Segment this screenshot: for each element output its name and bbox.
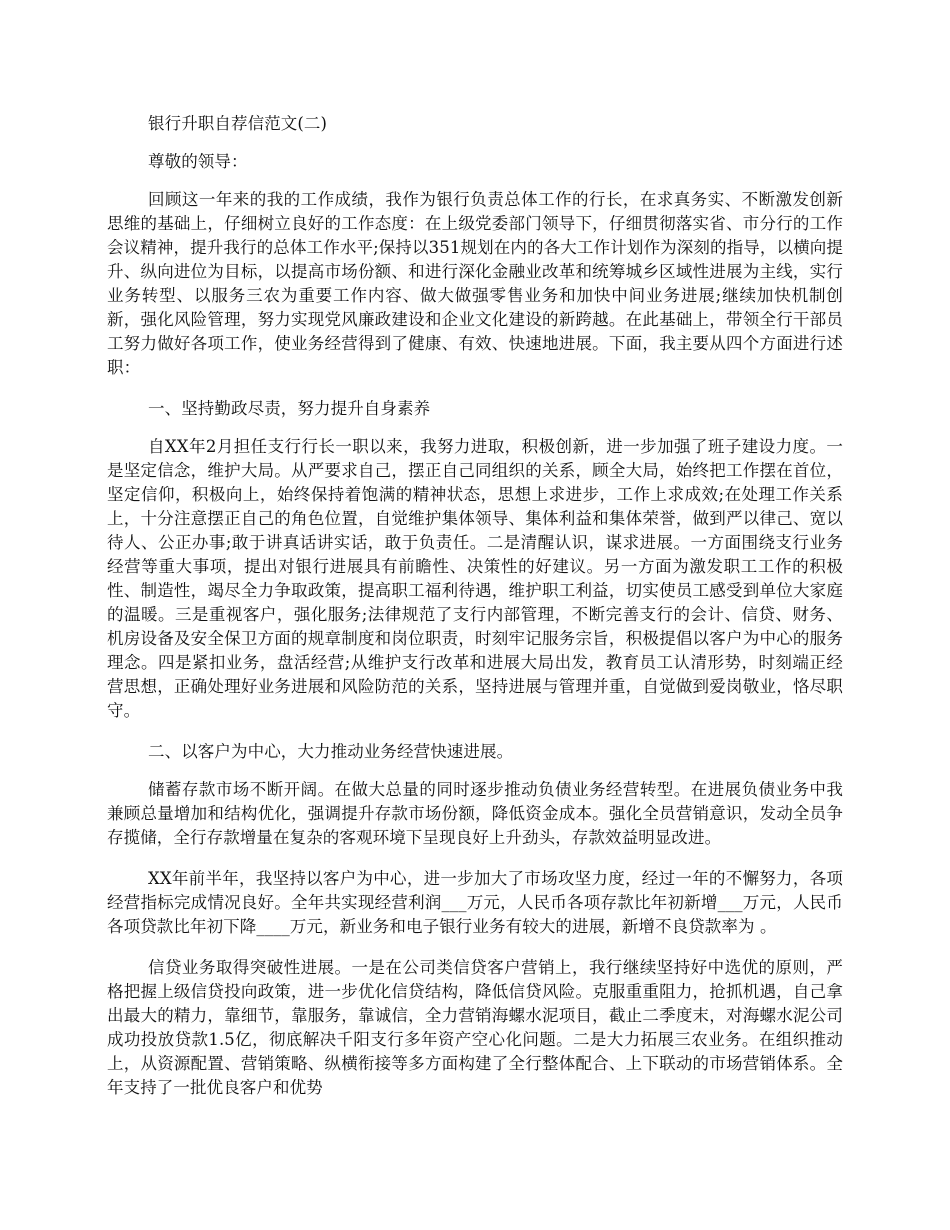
paragraph-half-year: XX年前半年，我坚持以客户为中心，进一步加大了市场攻坚力度，经过一年的不懈努力，各项经营指标完成情况良好。全年共实现经营利润___万元，人民币各项存款比年初新增___万元，人民币各项贷款比年初下降____万元，新业务和电子银行业务有较大的进展，新增不良贷款率为 。 [107,869,843,936]
section-heading-1: 一、坚持勤政尽责，努力提升自身素养 [148,399,431,418]
paragraph-credit: 信贷业务取得突破性进展。一是在公司类信贷客户营销上，我行继续坚持好中选优的原则，严格把握上级信贷投向政策，进一步优化信贷结构，降低信贷风险。克服重重阻力，抢抓机遇，自己拿出最大的精力，靠细节，靠服务，靠诚信，全力营销海螺水泥项目，截止二季度末，对海螺水泥公司成功投放贷款1.5亿，彻底解决千阳支行多年资产空心化问题。二是大力拓展三农业务。在组织推动上，从资源配置、营销策略、纵横衔接等多方面构建了全行整体配合、上下联动的市场营销体系。全年支持了一批优良客户和优势 [107,958,843,1097]
paragraph-diligence: 自XX年2月担任支行行长一职以来，我努力进取，积极创新，进一步加强了班子建设力度。一是坚定信念，维护大局。从严要求自己，摆正自己同组织的关系，顾全大局，始终把工作摆在首位，坚定信仰，积极向上，始终保持着饱满的精神状态，思想上求进步，工作上求成效;在处理工作关系上，十分注意摆正自己的角色位置，自觉维护集体领导、集体利益和集体荣誉，做到严以律己、宽以待人、公正办事;敢于讲真话讲实话，敢于负责任。二是清醒认识，谋求进展。一方面围绕支行业务经营等重大事项，提出对银行进展具有前瞻性、决策性的好建议。另一方面为激发职工工作的积极性、制造性，竭尽全力争取政策，提高职工福利待遇，维护职工利益，切实使员工感受到单位大家庭的温暖。三是重视客户，强化服务;法律规范了支行内部管理，不断完善支行的会计、信贷、财务、机房设备及安全保卫方面的规章制度和岗位职责，时刻牢记服务宗旨，积极提倡以客户为中心的服务理念。四是紧扣业务，盘活经营;从维护支行改革和进展大局出发，教育员工认清形势，时刻端正经营思想，正确处理好业务进展和风险防范的关系，坚持进展与管理并重，自觉做到爱岗敬业，恪尽职守。 [107,437,843,720]
document-title: 银行升职自荐信范文(二) [148,114,328,133]
paragraph-deposits: 储蓄存款市场不断开阔。在做大总量的同时逐步推动负债业务经营转型。在进展负债业务中我兼顾总量增加和结构优化，强调提升存款市场份额，降低资金成本。强化全员营销意识，发动全员争存揽储，全行存款增量在复杂的客观环境下呈现良好上升劲头，存款效益明显改进。 [107,780,843,847]
section-heading-2: 二、以客户为中心，大力推动业务经营快速进展。 [148,742,514,761]
paragraph-review: 回顾这一年来的我的工作成绩，我作为银行负责总体工作的行长，在求真务实、不断激发创新思维的基础上，仔细树立良好的工作态度：在上级党委部门领导下，仔细贯彻落实省、市分行的工作会议精神，提升我行的总体工作水平;保持以351规划在内的各大工作计划作为深刻的指导，以横向提升、纵向进位为目标，以提高市场份额、和进行深化金融业改革和统筹城乡区域性进展为主线，实行业务转型、以服务三农为重要工作内容、做大做强零售业务和加快中间业务进展;继续加快机制创新，强化风险管理，努力实现党风廉政建设和企业文化建设的新跨越。在此基础上，带领全行干部员工努力做好各项工作，使业务经营得到了健康、有效、快速地进展。下面，我主要从四个方面进行述职： [107,190,843,377]
document-page [107,112,843,1117]
salutation: 尊敬的领导： [148,152,248,171]
